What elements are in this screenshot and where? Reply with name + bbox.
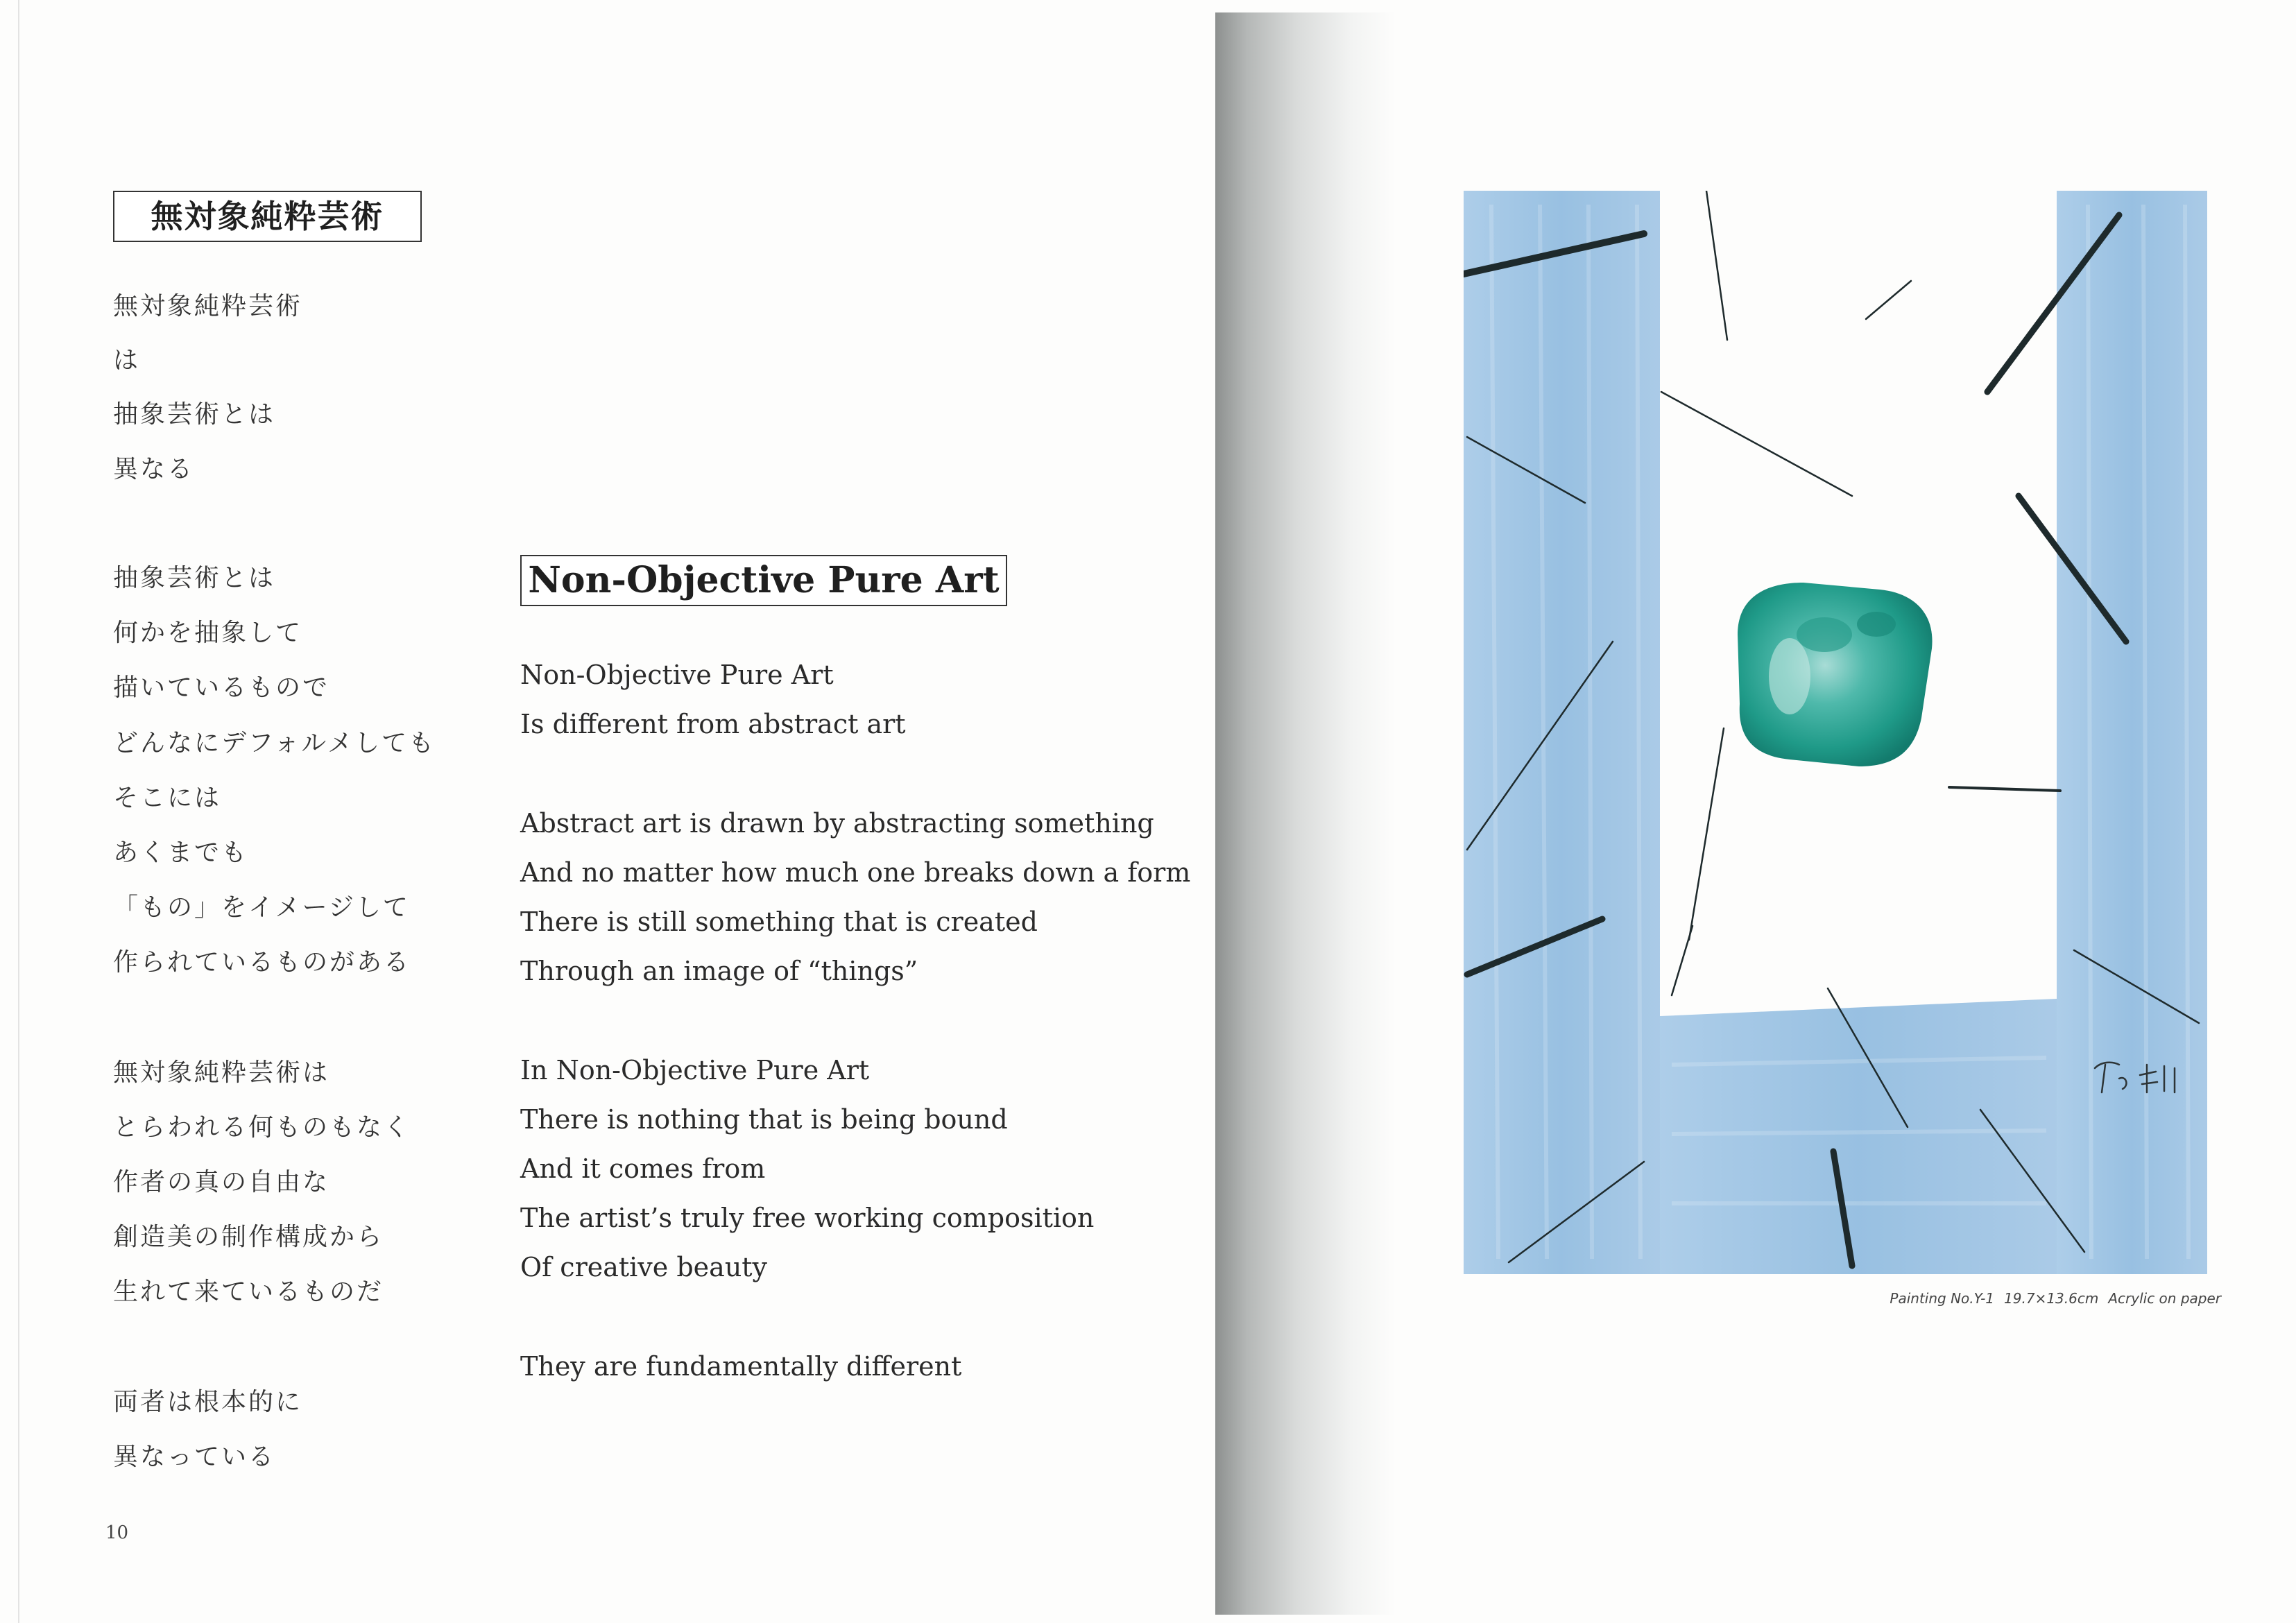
jp-line: どんなにデフォルメしても bbox=[113, 729, 436, 757]
jp-line: 異なる bbox=[113, 455, 195, 483]
en-line: The artist’s truly free working composition bbox=[520, 1203, 1095, 1233]
caption-medium: Acrylic on paper bbox=[2108, 1290, 2221, 1307]
en-line: And it comes from bbox=[520, 1153, 766, 1184]
jp-line: 作者の真の自由な bbox=[113, 1168, 330, 1196]
jp-line: 作られているものがある bbox=[113, 948, 411, 977]
en-line: And no matter how much one breaks down a form bbox=[520, 857, 1191, 888]
en-line: Of creative beauty bbox=[520, 1252, 768, 1282]
en-line: They are fundamentally different bbox=[520, 1351, 962, 1382]
jp-line: 両者は根本的に bbox=[113, 1388, 303, 1416]
en-line: Is different from abstract art bbox=[520, 709, 906, 739]
en-line: Through an image of “things” bbox=[520, 956, 918, 986]
jp-title: 無対象純粋芸術 bbox=[113, 191, 422, 242]
page-edge-shadow bbox=[18, 0, 19, 1623]
page-number: 10 bbox=[105, 1522, 129, 1543]
jp-line: は bbox=[113, 346, 141, 375]
caption-size: 19.7×13.6cm bbox=[2004, 1290, 2099, 1307]
en-line: Non-Objective Pure Art bbox=[520, 660, 834, 690]
jp-line: 描いているもので bbox=[113, 673, 330, 702]
jp-line: 抽象芸術とは bbox=[113, 564, 276, 592]
jp-line: とらわれる何ものもなく bbox=[113, 1113, 411, 1142]
jp-line: 抽象芸術とは bbox=[113, 400, 276, 429]
jp-line: 生れて来ているものだ bbox=[113, 1278, 384, 1306]
caption-title: Painting No.Y-1 bbox=[1890, 1290, 1995, 1307]
painting-artwork bbox=[1464, 191, 2207, 1274]
en-line: There is still something that is created bbox=[520, 907, 1038, 937]
en-line: Abstract art is drawn by abstracting something bbox=[520, 808, 1154, 839]
jp-line: 無対象純粋芸術 bbox=[113, 292, 303, 320]
painting-caption bbox=[1847, 1290, 2221, 1307]
book-gutter-shadow bbox=[1215, 12, 1396, 1615]
jp-line: 何かを抽象して bbox=[113, 619, 303, 647]
en-line: There is nothing that is being bound bbox=[520, 1104, 1008, 1135]
en-line: In Non-Objective Pure Art bbox=[520, 1055, 870, 1085]
jp-line: あくまでも bbox=[113, 839, 249, 867]
jp-line: 「もの」をイメージして bbox=[113, 893, 410, 922]
jp-line: 無対象純粋芸術は bbox=[113, 1058, 330, 1087]
jp-line: 異なっている bbox=[113, 1443, 276, 1471]
jp-line: そこには bbox=[113, 784, 222, 812]
en-title: Non-Objective Pure Art bbox=[520, 555, 1007, 606]
painting bbox=[1464, 191, 2207, 1274]
jp-line: 創造美の制作構成から bbox=[113, 1223, 384, 1251]
